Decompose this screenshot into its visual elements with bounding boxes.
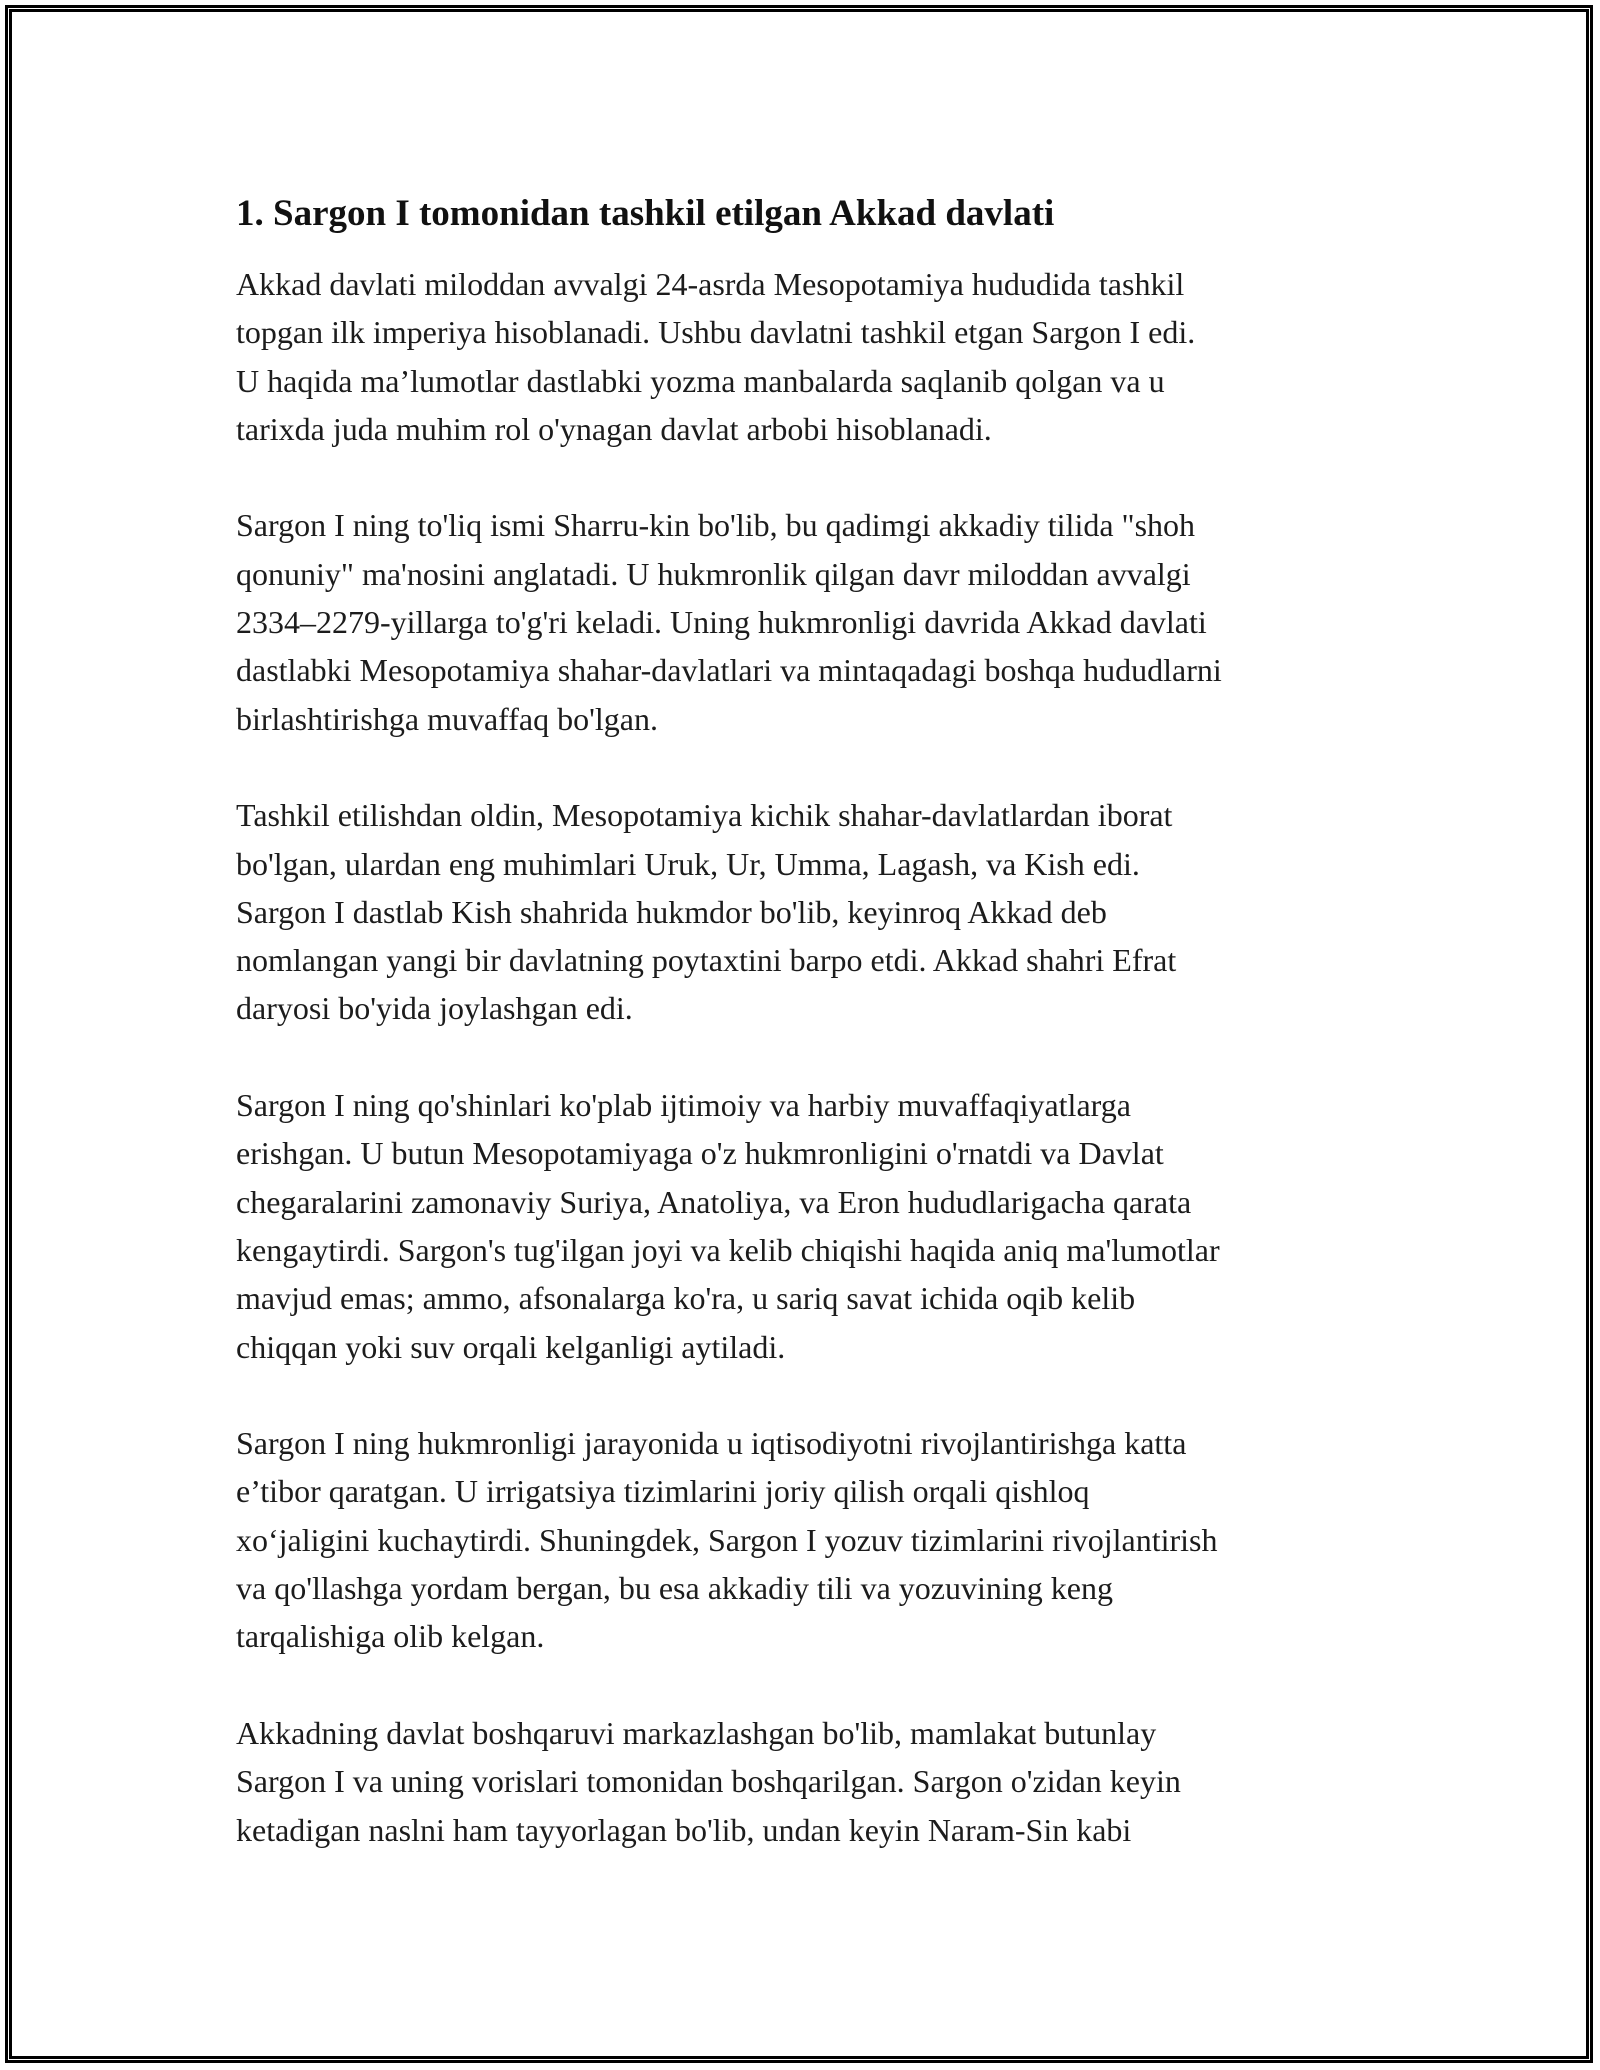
paragraph-3: Tashkil etilishdan oldin, Mesopotamiya kichik shahar-davlatlardan iborat bo'lgan, ulardan eng muhimlari Uruk, Ur, Umma, Lagash, va Kish edi. Sargon I dastlab Kish shahrida hukmdor bo'lib, keyinroq Akkad deb nomlangan yangi bir davlatning poytaxtini barpo etdi. Akkad shahri Efrat daryosi bo'yida joylashgan edi. <box>236 797 1177 1027</box>
paragraph-1: Akkad davlati miloddan avvalgi 24-asrda Mesopotamiya hududida tashkil topgan ilk imperiya hisoblanadi. Ushbu davlatni tashkil etgan Sargon I edi. U haqida ma’lumotlar dastlabki yozma manbalarda saqlanib qolgan va u tarixda juda muhim rol o'ynagan davlat arbobi hisoblanadi. <box>236 266 1196 447</box>
paragraph-5: Sargon I ning hukmronligi jarayonida u iqtisodiyotni rivojlantirishga katta e’tibor qaratgan. U irrigatsiya tizimlarini joriy qilish orqali qishloq xo‘jaligini kuchaytirdi. Shuningdek, Sargon I yozuv tizimlarini rivojlantirish va qo'llashga yordam bergan, bu esa akkadiy tili va yozuvining keng tarqalishiga olib kelgan. <box>236 1425 1218 1655</box>
page-heading: 1. Sargon I tomonidan tashkil etilgan Akkad davlati <box>236 193 1055 234</box>
paragraph-6: Akkadning davlat boshqaruvi markazlashgan bo'lib, mamlakat butunlay Sargon I va uning vorislari tomonidan boshqarilgan. Sargon o'zidan keyin ketadigan naslni ham tayyorlagan bo'lib, undan keyin Naram-Sin kabi <box>236 1714 1181 1848</box>
paragraph-4: Sargon I ning qo'shinlari ko'plab ijtimoiy va harbiy muvaffaqiyatlarga erishgan. U butun Mesopotamiyaga o'z hukmronligini o'rnatdi va Davlat chegaralarini zamonaviy Suriya, Anatoliya, va Eron hududlarigacha qarata kengaytirdi. Sargon's tug'ilgan joyi va kelib chiqishi haqida aniq ma'lumotlar mavjud emas; ammo, afsonalarga ko'ra, u sariq savat ichida oqib kelib chiqqan yoki suv orqali kelganligi aytiladi. <box>236 1087 1220 1365</box>
document-body <box>236 188 1386 1902</box>
paragraph-2: Sargon I ning to'liq ismi Sharru-kin bo'lib, bu qadimgi akkadiy tilida "shoh qonuniy" ma'nosini anglatadi. U hukmronlik qilgan davr miloddan avvalgi 2334–2279-yillarga to'g'ri keladi. Uning hukmronligi davrida Akkad davlati dastlabki Mesopotamiya shahar-davlatlari va mintaqadagi boshqa hududlarni birlashtirishga muvaffaq bo'lgan. <box>236 507 1222 737</box>
